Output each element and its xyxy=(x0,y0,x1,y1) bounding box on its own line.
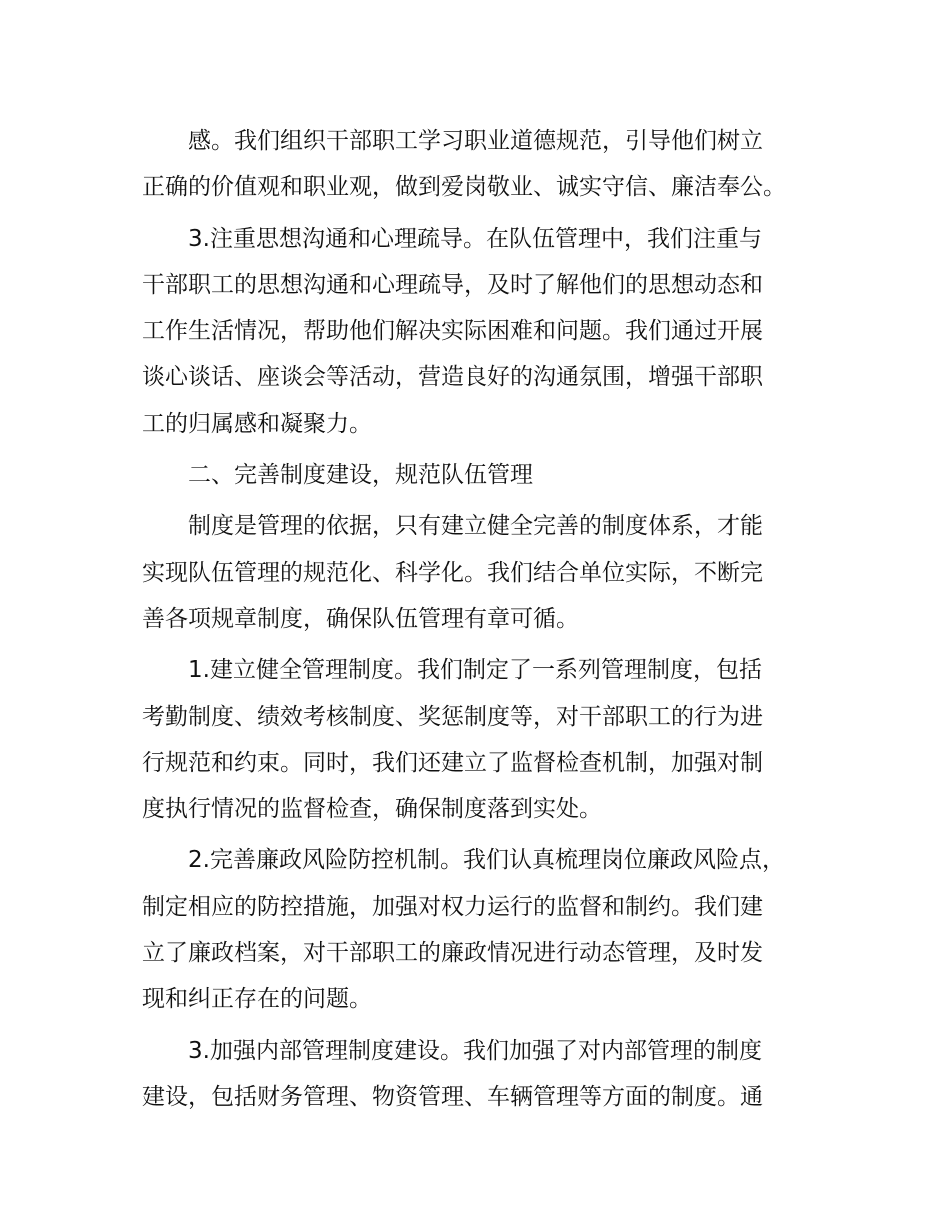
paragraph xyxy=(142,503,832,642)
text-line: 现和纠正存在的问题。 xyxy=(142,986,372,1013)
text-line: 立了廉政档案，对干部职工的廉政情况进行动态管理，及时发 xyxy=(142,940,763,967)
paragraph xyxy=(142,216,832,447)
section-heading xyxy=(142,452,832,498)
text-line: 3.注重思想沟通和心理疏导。在队伍管理中，我们注重与 xyxy=(188,225,762,252)
text-line: 行规范和约束。同时，我们还建立了监督检查机制，加强对制 xyxy=(142,749,763,776)
text-line: 2.完善廉政风险防控机制。我们认真梳理岗位廉政风险点， xyxy=(188,847,785,874)
paragraph xyxy=(142,837,832,1022)
text-line: 度执行情况的监督检查，确保制度落到实处。 xyxy=(142,796,602,823)
text-line: 考勤制度、绩效考核制度、奖惩制度等，对干部职工的行为进 xyxy=(142,703,763,730)
text-line: 实现队伍管理的规范化、科学化。我们结合单位实际，不断完 xyxy=(142,559,763,586)
text-line: 谈心谈话、座谈会等活动，营造良好的沟通氛围，增强干部职 xyxy=(142,364,763,391)
heading-text: 二、完善制度建设，规范队伍管理 xyxy=(188,462,533,489)
text-line: 善各项规章制度，确保队伍管理有章可循。 xyxy=(142,605,579,632)
text-line: 1.建立健全管理制度。我们制定了一系列管理制度，包括 xyxy=(188,657,762,684)
paragraph xyxy=(142,118,832,211)
text-line: 工的归属感和凝聚力。 xyxy=(142,410,372,437)
text-line: 干部职工的思想沟通和心理疏导，及时了解他们的思想动态和 xyxy=(142,271,763,298)
paragraph xyxy=(142,647,832,832)
text-line: 制度是管理的依据，只有建立健全完善的制度体系，才能 xyxy=(188,513,763,540)
document-page xyxy=(142,118,832,1125)
text-line: 3.加强内部管理制度建设。我们加强了对内部管理的制度 xyxy=(188,1037,762,1064)
text-line: 工作生活情况，帮助他们解决实际困难和问题。我们通过开展 xyxy=(142,318,763,345)
text-line: 制定相应的防控措施，加强对权力运行的监督和制约。我们建 xyxy=(142,893,763,920)
text-line: 建设，包括财务管理、物资管理、车辆管理等方面的制度。通 xyxy=(142,1083,763,1110)
text-line: 感。我们组织干部职工学习职业道德规范，引导他们树立 xyxy=(188,128,763,154)
paragraph xyxy=(142,1028,832,1121)
text-line: 正确的价值观和职业观，做到爱岗敬业、诚实守信、廉洁奉公。 xyxy=(142,174,786,201)
